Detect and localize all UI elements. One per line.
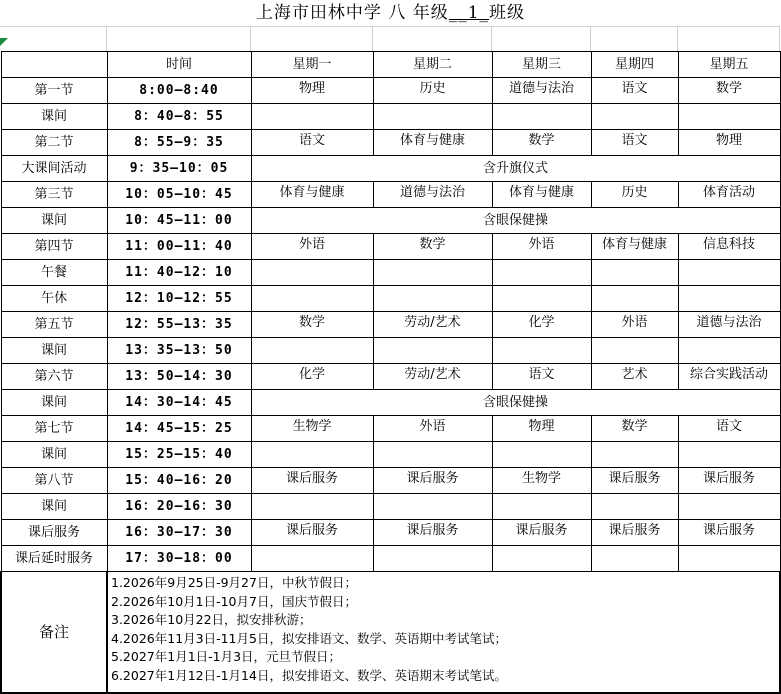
subject-cell: 课后服务 [591, 520, 678, 546]
subject-cell: 体育与健康 [591, 234, 678, 260]
period-time: 15：40—16：20 [107, 468, 251, 494]
merged-note-cell: 含升旗仪式 [251, 156, 780, 182]
subject-cell: 生物学 [492, 468, 591, 494]
schedule-row [1, 182, 780, 208]
subject-cell [591, 442, 678, 468]
subject-cell: 劳动/艺术 [373, 364, 492, 390]
schedule-row [1, 468, 780, 494]
subject-cell [373, 338, 492, 364]
subject-cell: 语文 [492, 364, 591, 390]
subject-cell [492, 260, 591, 286]
subject-cell: 课后服务 [373, 468, 492, 494]
period-label: 第八节 [1, 468, 107, 494]
period-time: 13：35—13：50 [107, 338, 251, 364]
period-time: 8:00—8:40 [107, 78, 251, 104]
period-time: 17：30—18：00 [107, 546, 251, 572]
sheet-title [0, 0, 781, 26]
title-prefix: 上海市田林中学 八 年级 [255, 3, 449, 23]
subject-cell: 课后服务 [251, 520, 373, 546]
schedule-row [1, 286, 780, 312]
subject-cell: 化学 [492, 312, 591, 338]
empty-spreadsheet-row [0, 26, 780, 51]
subject-cell [251, 494, 373, 520]
subject-cell: 课后服务 [678, 520, 780, 546]
header-day-tue: 星期二 [373, 52, 492, 78]
subject-cell: 体育活动 [678, 182, 780, 208]
subject-cell: 劳动/艺术 [373, 312, 492, 338]
subject-cell [678, 104, 780, 130]
period-label: 课间 [1, 442, 107, 468]
period-time: 8：55—9：35 [107, 130, 251, 156]
subject-cell: 历史 [373, 78, 492, 104]
subject-cell: 综合实践活动 [678, 364, 780, 390]
schedule-row [1, 104, 780, 130]
remark-item: 6.2027年1月12日-1月14日，拟安排语文、数学、英语期末考试笔试。 [111, 667, 507, 683]
subject-cell: 道德与法治 [492, 78, 591, 104]
period-time: 12：10—12：55 [107, 286, 251, 312]
subject-cell [492, 104, 591, 130]
schedule-row [1, 338, 780, 364]
schedule-row [1, 234, 780, 260]
schedule-row [1, 546, 780, 572]
subject-cell [251, 104, 373, 130]
subject-cell [251, 338, 373, 364]
period-time: 12：55—13：35 [107, 312, 251, 338]
subject-cell [373, 104, 492, 130]
header-day-fri: 星期五 [678, 52, 780, 78]
class-number: __1_ [448, 3, 490, 23]
subject-cell [591, 286, 678, 312]
schedule-row [1, 78, 780, 104]
remark-item: 5.2027年1月1日-1月3日，元旦节假日； [111, 649, 342, 664]
period-time: 16：20—16：30 [107, 494, 251, 520]
subject-cell [678, 442, 780, 468]
subject-cell: 数学 [591, 416, 678, 442]
schedule-row [1, 364, 780, 390]
subject-cell: 数学 [492, 130, 591, 156]
schedule-row [1, 442, 780, 468]
subject-cell [373, 286, 492, 312]
remark-item: 2.2026年10月1日-10月7日，国庆节假日； [111, 593, 357, 609]
subject-cell: 语文 [678, 416, 780, 442]
header-row [1, 52, 780, 78]
period-label: 午餐 [1, 260, 107, 286]
remark-item: 4.2026年11月3日-11月5日，拟安排语文、数学、英语期中考试笔试； [111, 630, 507, 646]
period-time: 11：40—12：10 [107, 260, 251, 286]
period-label: 课后延时服务 [1, 546, 107, 572]
remark-item: 3.2026年10月22日，拟安排秋游； [111, 612, 312, 627]
schedule-row [1, 520, 780, 546]
subject-cell [492, 338, 591, 364]
header-corner-cell [1, 52, 107, 78]
subject-cell [591, 338, 678, 364]
subject-cell: 外语 [373, 416, 492, 442]
cell-comment-marker [0, 38, 8, 46]
period-time: 11：00—11：40 [107, 234, 251, 260]
subject-cell [591, 546, 678, 572]
subject-cell [678, 338, 780, 364]
subject-cell: 物理 [678, 130, 780, 156]
subject-cell [373, 546, 492, 572]
subject-cell [492, 546, 591, 572]
subject-cell: 艺术 [591, 364, 678, 390]
period-label: 午休 [1, 286, 107, 312]
header-day-thu: 星期四 [591, 52, 678, 78]
period-time: 10：45—11：00 [107, 208, 251, 234]
period-time: 13：50—14：30 [107, 364, 251, 390]
subject-cell: 外语 [251, 234, 373, 260]
schedule-row [1, 156, 780, 182]
subject-cell [678, 286, 780, 312]
period-label: 第六节 [1, 364, 107, 390]
schedule-row [1, 494, 780, 520]
subject-cell: 体育与健康 [373, 130, 492, 156]
schedule-row [1, 416, 780, 442]
subject-cell [591, 260, 678, 286]
schedule-row [1, 260, 780, 286]
schedule-row [1, 130, 780, 156]
period-label: 课间 [1, 494, 107, 520]
schedule-row [1, 390, 780, 416]
period-time: 14：45—15：25 [107, 416, 251, 442]
period-time: 8：40—8：55 [107, 104, 251, 130]
subject-cell: 数学 [251, 312, 373, 338]
subject-cell [591, 494, 678, 520]
period-label: 第一节 [1, 78, 107, 104]
subject-cell [251, 260, 373, 286]
subject-cell [492, 286, 591, 312]
subject-cell: 语文 [591, 130, 678, 156]
subject-cell: 外语 [591, 312, 678, 338]
subject-cell: 物理 [492, 416, 591, 442]
period-label: 第四节 [1, 234, 107, 260]
subject-cell: 语文 [251, 130, 373, 156]
subject-cell [678, 494, 780, 520]
subject-cell: 化学 [251, 364, 373, 390]
subject-cell [251, 546, 373, 572]
period-label: 第三节 [1, 182, 107, 208]
subject-cell [678, 260, 780, 286]
header-time: 时间 [107, 52, 251, 78]
schedule-row [1, 208, 780, 234]
subject-cell [678, 546, 780, 572]
period-label: 大课间活动 [1, 156, 107, 182]
remark-item: 1.2026年9月25日-9月27日，中秋节假日； [111, 575, 357, 590]
merged-note-cell: 含眼保健操 [251, 390, 780, 416]
period-label: 第七节 [1, 416, 107, 442]
subject-cell [373, 494, 492, 520]
period-time: 10：05—10：45 [107, 182, 251, 208]
period-label: 课间 [1, 338, 107, 364]
timetable [0, 51, 781, 694]
subject-cell: 课后服务 [591, 468, 678, 494]
subject-cell: 体育与健康 [492, 182, 591, 208]
period-label: 第二节 [1, 130, 107, 156]
period-time: 15：25—15：40 [107, 442, 251, 468]
remarks-row [1, 572, 780, 694]
period-label: 第五节 [1, 312, 107, 338]
remarks-label: 备注 [1, 572, 107, 694]
subject-cell: 数学 [678, 78, 780, 104]
period-label: 课间 [1, 208, 107, 234]
period-time: 16：30—17：30 [107, 520, 251, 546]
subject-cell: 课后服务 [678, 468, 780, 494]
subject-cell [492, 494, 591, 520]
subject-cell: 物理 [251, 78, 373, 104]
period-time: 14：30—14：45 [107, 390, 251, 416]
subject-cell [591, 104, 678, 130]
subject-cell: 历史 [591, 182, 678, 208]
subject-cell [492, 442, 591, 468]
merged-note-cell: 含眼保健操 [251, 208, 780, 234]
subject-cell: 体育与健康 [251, 182, 373, 208]
subject-cell: 道德与法治 [373, 182, 492, 208]
subject-cell: 道德与法治 [678, 312, 780, 338]
period-label: 课后服务 [1, 520, 107, 546]
subject-cell: 课后服务 [251, 468, 373, 494]
title-suffix: 班级 [489, 3, 526, 23]
subject-cell: 课后服务 [373, 520, 492, 546]
period-label: 课间 [1, 104, 107, 130]
subject-cell: 语文 [591, 78, 678, 104]
subject-cell [251, 442, 373, 468]
period-label: 课间 [1, 390, 107, 416]
remarks-content [107, 572, 780, 694]
subject-cell: 生物学 [251, 416, 373, 442]
subject-cell [373, 260, 492, 286]
period-time: 9：35—10：05 [107, 156, 251, 182]
subject-cell: 信息科技 [678, 234, 780, 260]
subject-cell: 数学 [373, 234, 492, 260]
schedule-row [1, 312, 780, 338]
subject-cell [373, 442, 492, 468]
subject-cell: 课后服务 [492, 520, 591, 546]
subject-cell: 外语 [492, 234, 591, 260]
header-day-mon: 星期一 [251, 52, 373, 78]
header-day-wed: 星期三 [492, 52, 591, 78]
subject-cell [251, 286, 373, 312]
